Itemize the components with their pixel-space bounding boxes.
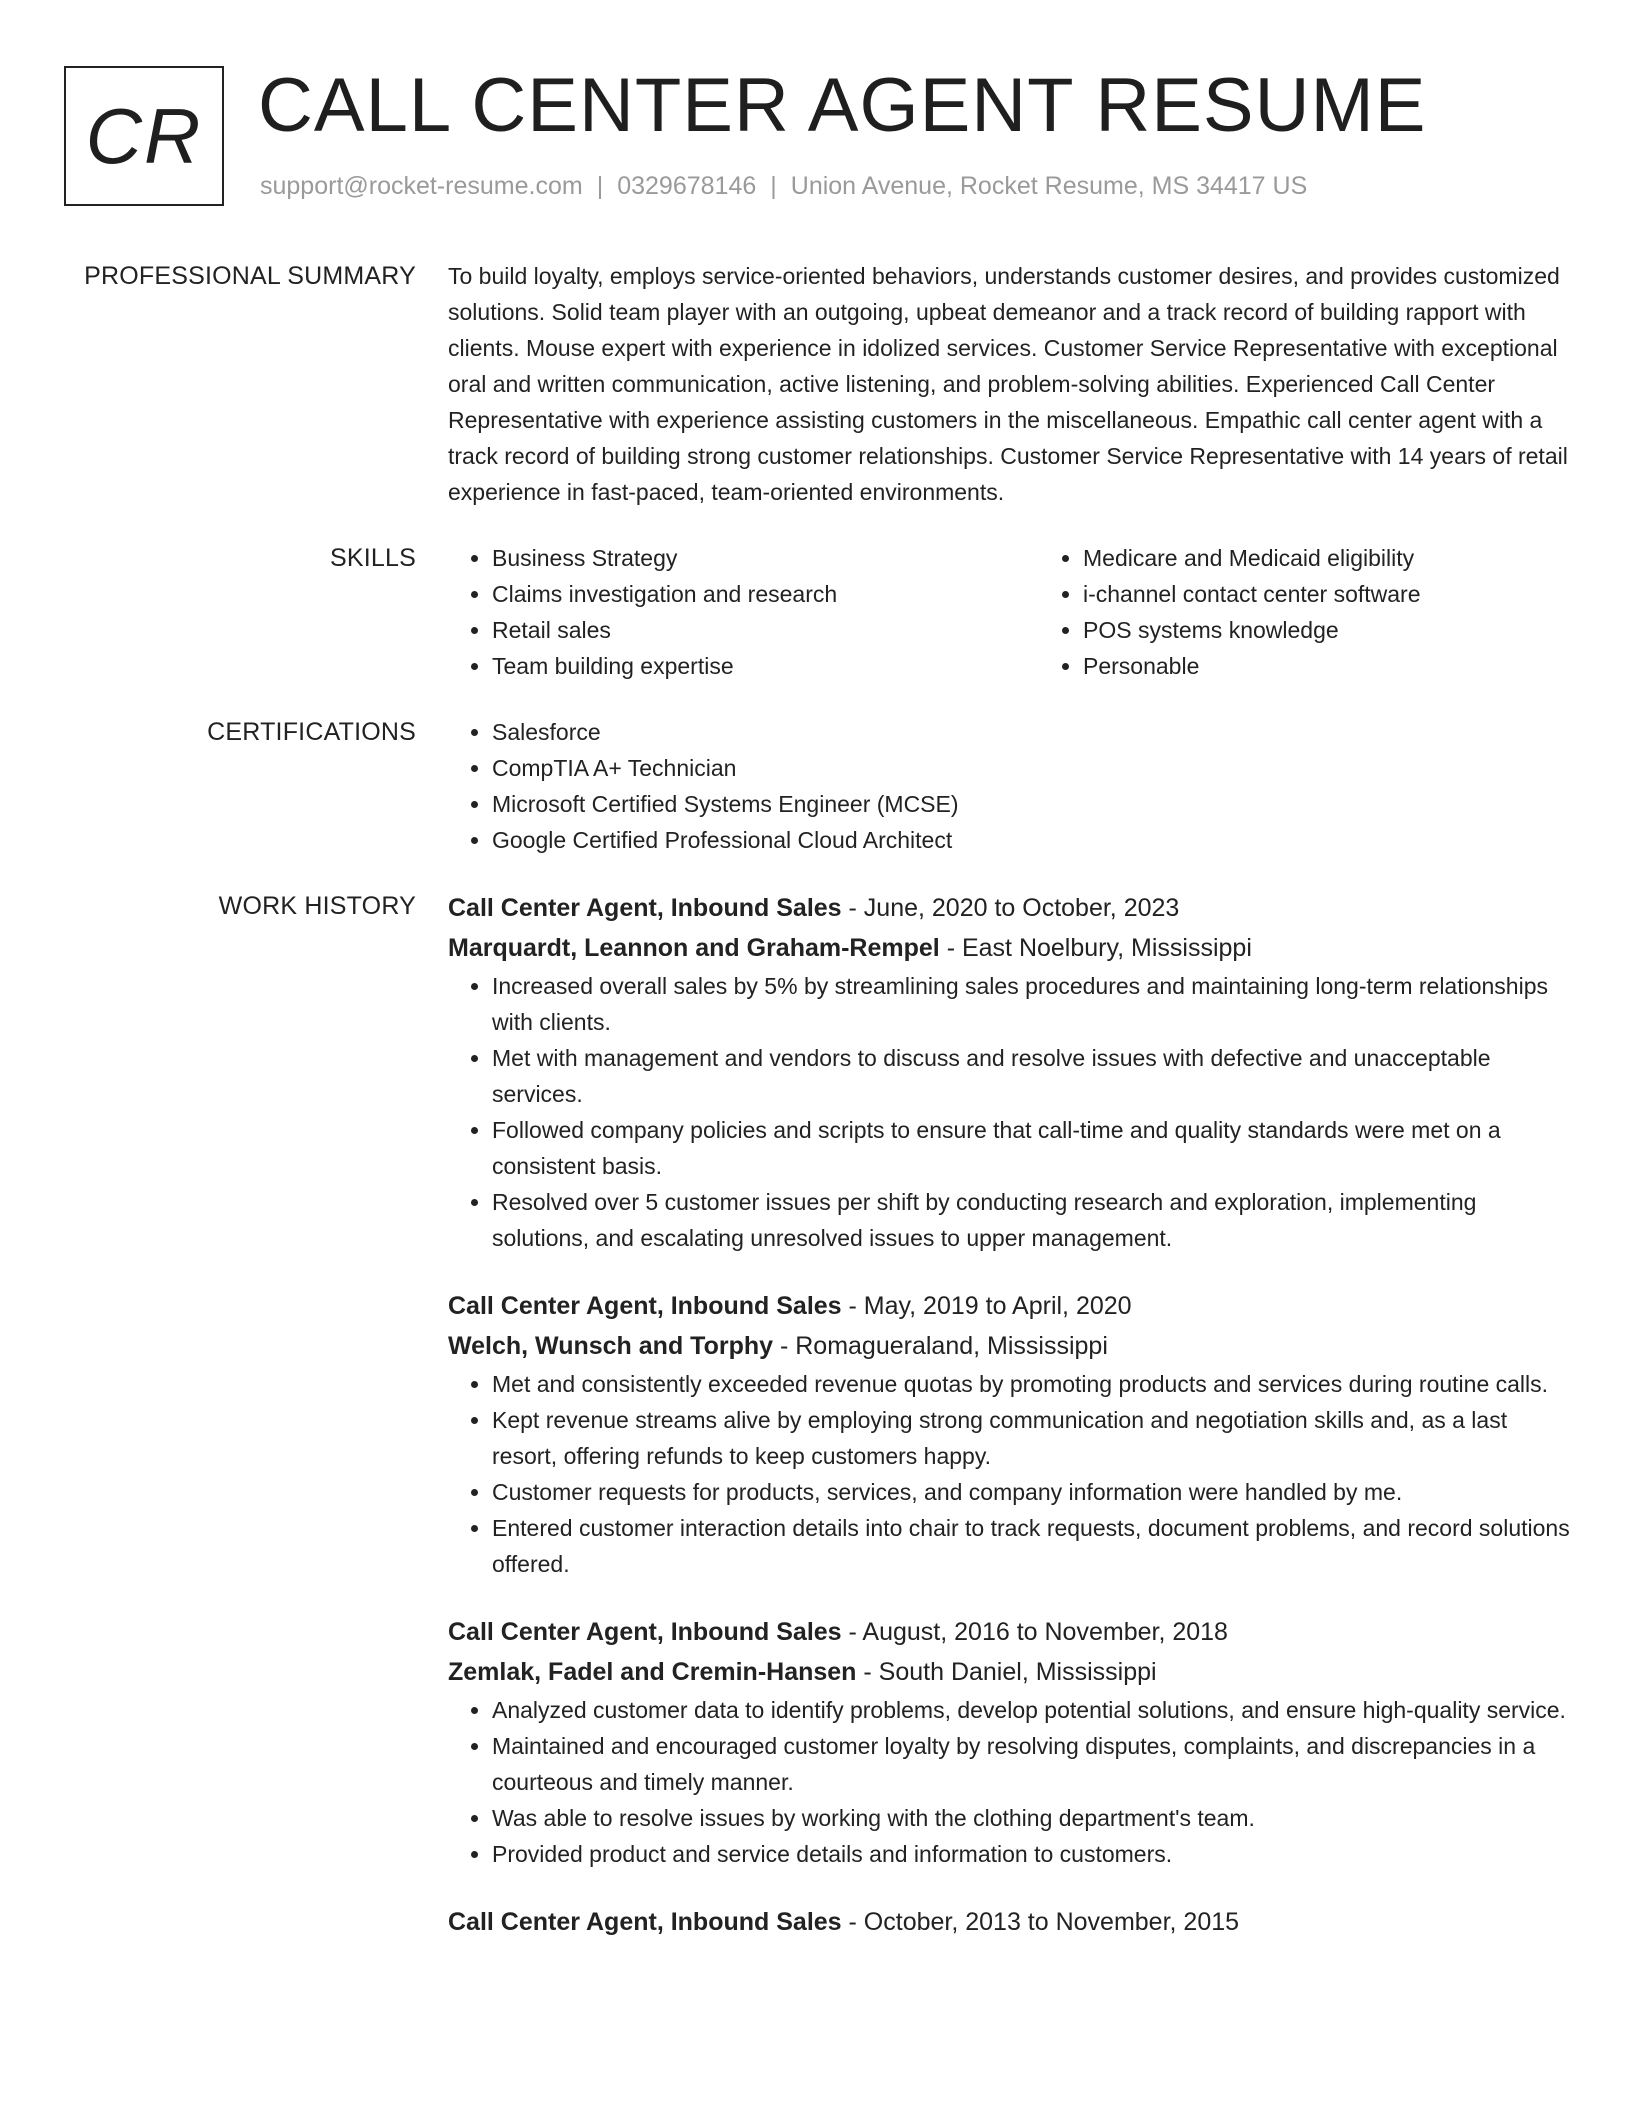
summary-section (64, 258, 1570, 510)
certification-item: • CompTIA A+ Technician (492, 750, 1570, 786)
skill-item: • Business Strategy (492, 540, 1039, 576)
contact-phone: 0329678146 (617, 172, 757, 200)
job-title-line: Call Center Agent, Inbound Sales - August, 2016 to November, 2018 (448, 1618, 1228, 1646)
job-bullet: • Met with management and vendors to discuss and resolve issues with defective and unacceptable services. (492, 1040, 1570, 1112)
job-company-line: Zemlak, Fadel and Cremin-Hansen - South Daniel, Mississippi (448, 1658, 1157, 1686)
job-bullet: • Analyzed customer data to identify problems, develop potential solutions, and ensure high-quality service. (492, 1692, 1570, 1728)
job-company: Welch, Wunsch and Torphy (448, 1332, 774, 1360)
job-location: Romagueraland, Mississippi (795, 1332, 1108, 1360)
contact-separator: | (770, 172, 777, 200)
job-entry (448, 1902, 1570, 1942)
skills-body (448, 540, 1630, 684)
job-title: Call Center Agent, Inbound Sales (448, 894, 842, 922)
job-dates: October, 2013 to November, 2015 (863, 1908, 1240, 1936)
job-bullet: • Entered customer interaction details into chair to track requests, document problems, and record solutions offered. (492, 1510, 1570, 1582)
skill-item: • Retail sales (492, 612, 1039, 648)
skills-grid (448, 540, 1630, 684)
skill-item: • POS systems knowledge (1083, 612, 1630, 648)
job-location: East Noelbury, Mississippi (961, 934, 1252, 962)
certifications-list (448, 714, 1570, 858)
job-title: Call Center Agent, Inbound Sales (448, 1292, 842, 1320)
contact-email: support@rocket-resume.com (260, 172, 583, 200)
skills-list-right (1039, 540, 1630, 684)
job-title-line: Call Center Agent, Inbound Sales - May, 2019 to April, 2020 (448, 1292, 1132, 1320)
section-label-skills: SKILLS (330, 544, 416, 572)
work-history-section (64, 888, 1570, 1972)
job-company: Marquardt, Leannon and Graham-Rempel (448, 934, 940, 962)
job-entry (448, 888, 1570, 1256)
job-dates: May, 2019 to April, 2020 (863, 1292, 1132, 1320)
job-entry (448, 1612, 1570, 1872)
certification-item: • Google Certified Professional Cloud Architect (492, 822, 1570, 858)
job-bullets (448, 968, 1570, 1256)
certification-item: • Microsoft Certified Systems Engineer (MCSE) (492, 786, 1570, 822)
section-label-summary: PROFESSIONAL SUMMARY (84, 262, 416, 290)
job-location: South Daniel, Mississippi (878, 1658, 1157, 1686)
job-company-line: Marquardt, Leannon and Graham-Rempel - East Noelbury, Mississippi (448, 934, 1252, 962)
job-bullet: • Was able to resolve issues by working with the clothing department's team. (492, 1800, 1570, 1836)
contact-address: Union Avenue, Rocket Resume, MS 34417 US (790, 172, 1308, 200)
job-title-line: Call Center Agent, Inbound Sales - October, 2013 to November, 2015 (448, 1908, 1240, 1936)
contact-separator: | (596, 172, 604, 200)
job-bullets (448, 1366, 1570, 1582)
skills-list-left (448, 540, 1039, 684)
section-label-work-history: WORK HISTORY (218, 892, 416, 920)
job-dates: August, 2016 to November, 2018 (862, 1618, 1228, 1646)
job-bullets (448, 1692, 1570, 1872)
job-title-line: Call Center Agent, Inbound Sales - June, 2020 to October, 2023 (448, 894, 1180, 922)
contact-info (260, 172, 1307, 201)
job-bullet: • Followed company policies and scripts to ensure that call-time and quality standards were met on a consistent basis. (492, 1112, 1570, 1184)
job-bullet: • Kept revenue streams alive by employing strong communication and negotiation skills and, as a last resort, offering refunds to keep customers happy. (492, 1402, 1570, 1474)
skill-item: • Claims investigation and research (492, 576, 1039, 612)
job-bullet: • Met and consistently exceeded revenue quotas by promoting products and services during routine calls. (492, 1366, 1570, 1402)
certifications-section (64, 714, 1570, 858)
job-company-line: Welch, Wunsch and Torphy - Romagueraland, Mississippi (448, 1332, 1108, 1360)
job-bullet: • Maintained and encouraged customer loyalty by resolving disputes, complaints, and discrepancies in a courteous and timely manner. (492, 1728, 1570, 1800)
job-title: Call Center Agent, Inbound Sales (448, 1618, 842, 1646)
resume-header (64, 63, 1584, 212)
work-history-body (448, 888, 1570, 1972)
section-label-certifications: CERTIFICATIONS (207, 718, 416, 746)
resume-content (64, 258, 1570, 2002)
summary-body (448, 258, 1570, 510)
skill-item: • Personable (1083, 648, 1630, 684)
job-company: Zemlak, Fadel and Cremin-Hansen (448, 1658, 857, 1686)
monogram-logo: CR (64, 66, 224, 206)
job-bullet: • Customer requests for products, services, and company information were handled by me. (492, 1474, 1570, 1510)
resume-title: CALL CENTER AGENT RESUME (258, 63, 1427, 148)
certification-item: • Salesforce (492, 714, 1570, 750)
job-bullet: • Resolved over 5 customer issues per shift by conducting research and exploration, implementing solutions, and escalating unresolved issues to upper management. (492, 1184, 1570, 1256)
job-title: Call Center Agent, Inbound Sales (448, 1908, 842, 1936)
certifications-body (448, 714, 1570, 858)
skill-item: • Team building expertise (492, 648, 1039, 684)
job-bullet: • Provided product and service details and information to customers. (492, 1836, 1570, 1872)
summary-text: To build loyalty, employs service-oriented behaviors, understands customer desires, and provides customized solutions. Solid team player with an outgoing, upbeat demeanor and a track record of building rapport with clients. Mouse expert with experience in idolized services. Customer Service Representative with exceptional oral and written communication, active listening, and problem-solving abilities. Experienced Call Center Representative with experience assisting customers in the miscellaneous. Empathic call center agent with a track record of building strong customer relationships. Customer Service Representative with 14 years of retail experience in fast-paced, team-oriented environments. (448, 263, 1568, 505)
skills-section (64, 540, 1570, 684)
skill-item: • i-channel contact center software (1083, 576, 1630, 612)
job-bullet: • Increased overall sales by 5% by streamlining sales procedures and maintaining long-term relationships with clients. (492, 968, 1570, 1040)
skill-item: • Medicare and Medicaid eligibility (1083, 540, 1630, 576)
job-entry (448, 1286, 1570, 1582)
job-dates: June, 2020 to October, 2023 (863, 894, 1180, 922)
